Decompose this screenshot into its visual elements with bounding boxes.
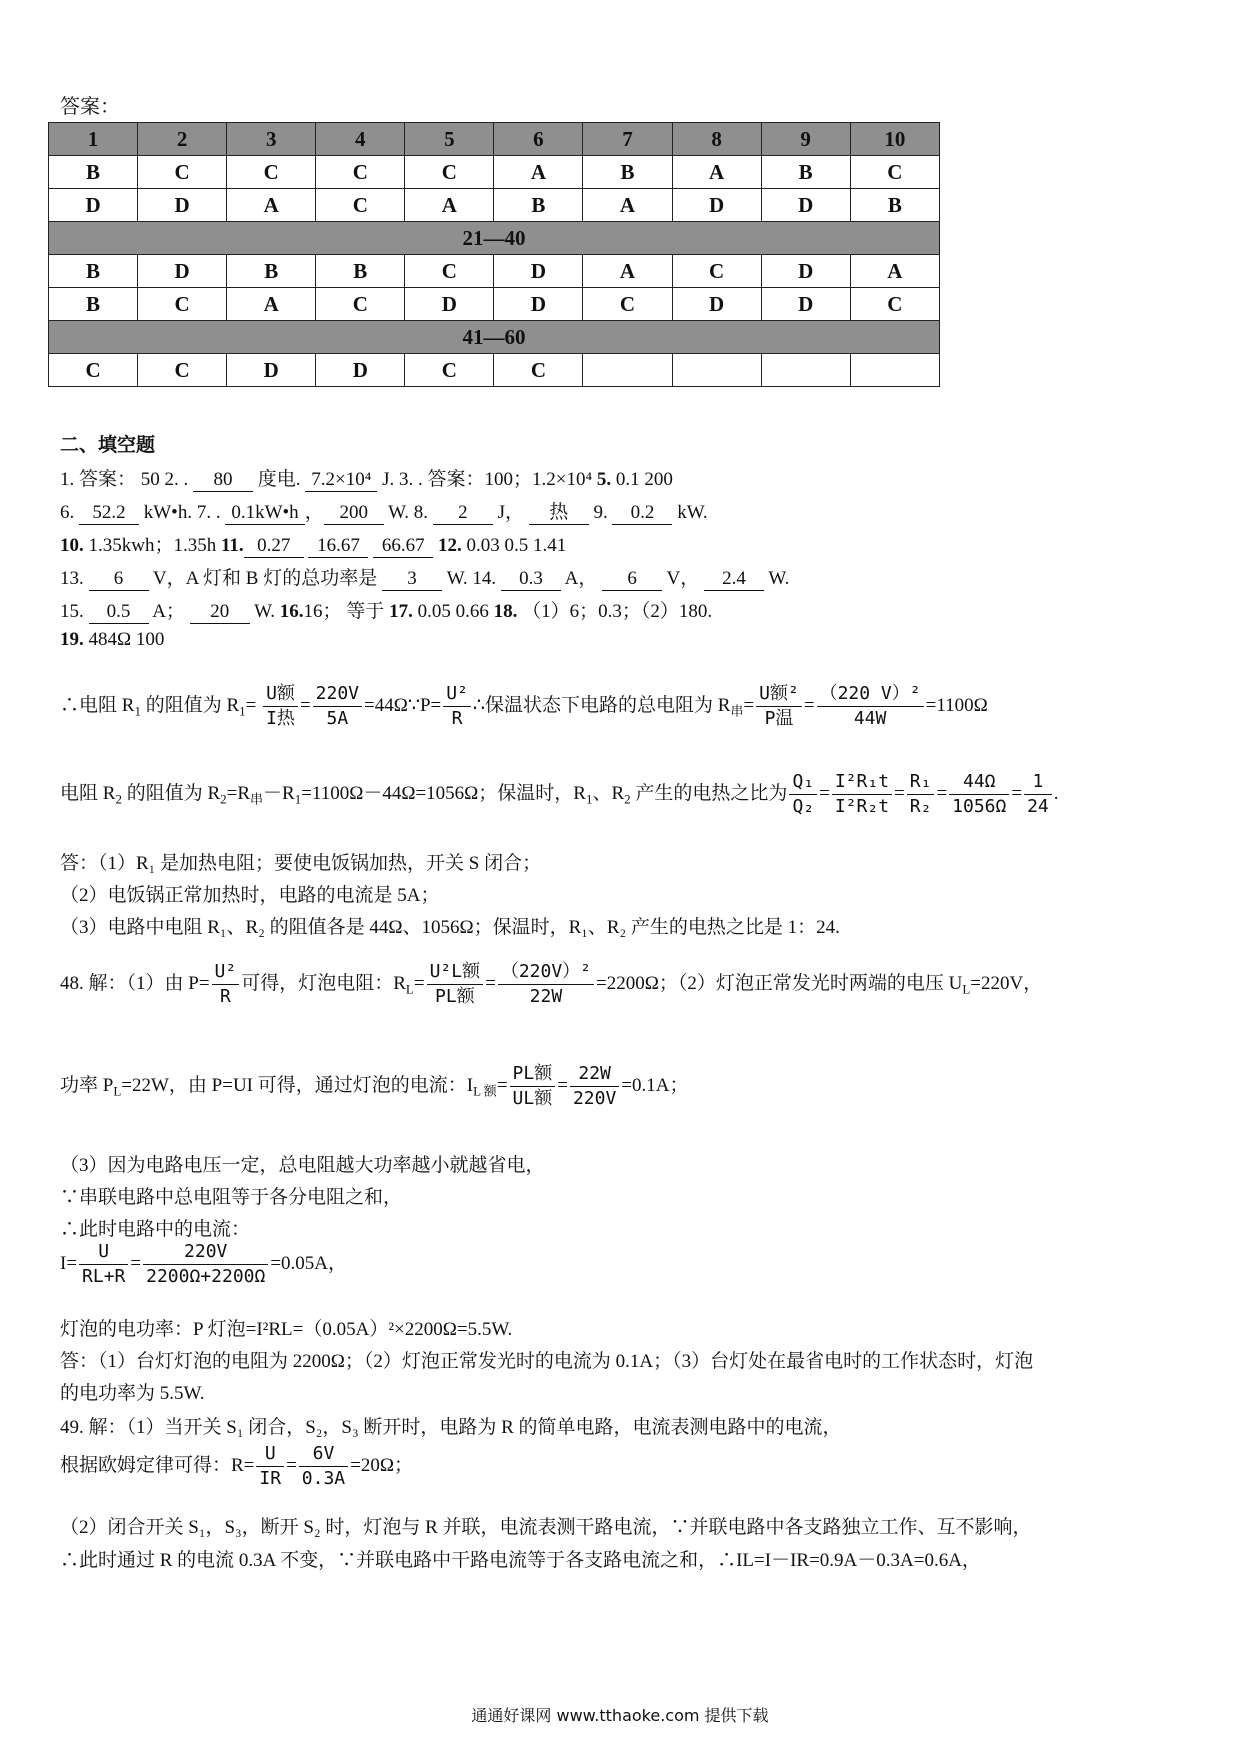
text: kW.: [672, 502, 708, 523]
text: 产生的电热之比为: [630, 782, 788, 804]
text: W. 8.: [383, 502, 433, 523]
answer-line: （2）电饭锅正常加热时，电路的电流是 5A；: [60, 885, 440, 906]
text: =: [557, 1074, 568, 1096]
subscript: 2: [624, 791, 631, 807]
answer-cell: [761, 354, 850, 387]
band-label: 41—60: [49, 321, 940, 354]
answer-blank: 热: [529, 502, 589, 525]
answer-blank: 7.2×10⁴: [305, 469, 377, 492]
header-cell: 4: [316, 123, 405, 156]
text: =: [130, 1252, 142, 1274]
text: 1. 答案： 50 2. .: [60, 469, 194, 490]
question-number: 19.: [60, 629, 84, 650]
fraction: [832, 770, 892, 819]
subscript: 1: [239, 703, 246, 719]
text: ∴电阻 R: [60, 694, 135, 716]
fraction: [427, 960, 484, 1009]
header-cell: 5: [405, 123, 494, 156]
numerator: U²: [443, 682, 471, 707]
q48-line-8: 答：（1）台灯灯泡的电阻为 2200Ω；（2）灯泡正常发光时的电流为 0.1A；（3）台灯处在最省电时的工作状态时，灯泡: [60, 1351, 1034, 1372]
answer-blank: 16.67: [308, 535, 368, 558]
denominator: 44W: [853, 708, 887, 729]
text: V，A 灯和 B 灯的总功率是: [148, 568, 382, 589]
numerator: R₁: [907, 770, 935, 795]
fraction: [299, 1442, 348, 1491]
answer-cell: C: [138, 354, 227, 387]
question-number: 11.: [220, 535, 244, 556]
answer-cell: B: [494, 189, 583, 222]
q49-line-2: [60, 1442, 413, 1491]
question-number: 17.: [389, 601, 413, 622]
text: =: [496, 1074, 508, 1096]
text: V，: [662, 568, 705, 589]
answer-cell: A: [850, 255, 939, 288]
text: ∴保温状态下电路的总电阻为 R: [472, 694, 731, 716]
answer-blank: 6: [602, 568, 662, 591]
fraction: [789, 770, 817, 819]
answer-cell: [672, 354, 761, 387]
header-cell: 1: [49, 123, 138, 156]
question-number: 5.: [596, 469, 612, 490]
denominator: R₂: [909, 796, 932, 817]
text: 48. 解：（1）由 P=: [60, 972, 210, 994]
answer-cell: B: [227, 255, 316, 288]
table-row: [49, 156, 940, 189]
band-label: 21—40: [49, 222, 940, 255]
subscript: 串: [730, 703, 744, 719]
answer-cell: B: [583, 156, 672, 189]
numerator: U额: [263, 682, 298, 707]
fraction: [256, 1442, 284, 1491]
answer-cell: C: [494, 354, 583, 387]
answer-cell: C: [405, 354, 494, 387]
text: =0.1A；: [621, 1074, 689, 1096]
subscript: L: [962, 981, 971, 997]
text: 0.1 200: [611, 469, 673, 490]
text: 电阻 R: [60, 782, 116, 804]
fraction: [263, 682, 298, 731]
numerator: U²: [212, 960, 240, 985]
numerator: 22W: [570, 1062, 619, 1087]
table-row: [49, 288, 940, 321]
numerator: 1: [1024, 770, 1052, 795]
text: W.: [764, 568, 790, 589]
text: A；: [148, 601, 190, 622]
denominator: I热: [266, 708, 295, 729]
subscript: 2: [115, 791, 122, 807]
text: =220V，: [970, 972, 1043, 994]
subscript: 2: [220, 791, 227, 807]
fraction: [443, 682, 471, 731]
fraction: [817, 682, 924, 731]
numerator: （220V）²: [498, 960, 594, 985]
answer-blank: 80: [193, 469, 253, 492]
answer-cell: B: [49, 156, 138, 189]
answer-cell: C: [850, 156, 939, 189]
question-number: 18.: [493, 601, 518, 622]
formula-line-2: [60, 770, 1059, 819]
text: 1.35kwh；1.35h: [83, 535, 221, 556]
denominator: 5A: [326, 708, 349, 729]
text: =: [245, 694, 257, 716]
text: 的阻值为 R: [121, 782, 221, 804]
answer-blank: 3: [382, 568, 442, 591]
denominator: 2200Ω+2200Ω: [146, 1266, 266, 1287]
denominator: RL+R: [82, 1266, 126, 1287]
answer-table: [48, 122, 940, 387]
text: =0.05A，: [270, 1252, 348, 1274]
numerator: PL额: [510, 1062, 556, 1087]
fraction: [313, 682, 362, 731]
text: =2200Ω；（2）灯泡正常发光时两端的电压 U: [596, 972, 963, 994]
answer-cell: C: [316, 189, 405, 222]
subscript: L 额: [473, 1083, 497, 1099]
text: 度电.: [253, 469, 306, 490]
answer-cell: D: [494, 255, 583, 288]
q48-line-2: [60, 1062, 688, 1111]
text: =: [743, 694, 755, 716]
fraction: [212, 960, 240, 1009]
subscript: L: [405, 981, 414, 997]
text: J，: [492, 502, 529, 523]
answer-cell: B: [316, 255, 405, 288]
answer-blank: 2.4: [704, 568, 764, 591]
answer-cell: A: [583, 189, 672, 222]
q48-line-9: 的电功率为 5.5W.: [60, 1383, 205, 1404]
denominator: R: [451, 708, 463, 729]
table-row: [49, 189, 940, 222]
text: J. 3. . 答案：100；1.2×10⁴: [377, 469, 597, 490]
answer-cell: D: [316, 354, 405, 387]
text: =: [936, 782, 948, 804]
text: 根据欧姆定律可得：R=: [60, 1454, 255, 1476]
fill-line-1: [60, 464, 673, 492]
answer-cell: D: [49, 189, 138, 222]
answer-cell: C: [405, 255, 494, 288]
answer-cell: C: [227, 156, 316, 189]
fill-line-3: [60, 530, 566, 558]
subscript: 1: [294, 791, 302, 807]
text: =: [894, 782, 905, 804]
numerator: U: [256, 1442, 284, 1467]
answer-blank: 0.1kW•h: [225, 502, 304, 525]
fraction: [907, 770, 935, 819]
answer-cell: B: [49, 288, 138, 321]
fill-line-4: [60, 563, 789, 591]
numerator: 6V: [299, 1442, 348, 1467]
q48-line-3: （3）因为电路电压一定，总电阻越大功率越小就越省电，: [60, 1155, 545, 1176]
header-cell: 7: [583, 123, 672, 156]
answer-cell: C: [138, 156, 227, 189]
fraction: [756, 682, 802, 731]
answers-label: 答案：: [60, 96, 120, 118]
text: －R: [263, 782, 295, 804]
text: 、R: [592, 782, 625, 804]
page-footer: 通通好课网 www.tthaoke.com 提供下载: [471, 1706, 769, 1725]
numerator: I²R₁t: [832, 770, 892, 795]
numerator: 220V: [313, 682, 362, 707]
answer-blank: 0.2: [612, 502, 672, 525]
text: =1100Ω: [925, 694, 988, 716]
question-number: 12.: [437, 535, 462, 556]
text: A，: [560, 568, 603, 589]
fraction: [79, 1240, 128, 1289]
answer-cell: D: [672, 288, 761, 321]
answer-cell: A: [227, 189, 316, 222]
answer-blank: 52.2: [79, 502, 139, 525]
numerator: U²L额: [427, 960, 484, 985]
answer-blank: 0.27: [244, 535, 304, 558]
header-cell: 2: [138, 123, 227, 156]
answer-cell: C: [672, 255, 761, 288]
text: =: [413, 972, 425, 994]
text: 6.: [60, 502, 79, 523]
numerator: （220 V）²: [817, 682, 924, 707]
text: 15.: [60, 601, 89, 622]
denominator: 1056Ω: [952, 796, 1007, 817]
text: 484Ω 100: [83, 629, 165, 650]
answer-cell: C: [316, 156, 405, 189]
band-row: [49, 222, 940, 255]
subscript: 1: [585, 791, 593, 807]
answer-cell: D: [405, 288, 494, 321]
answer-cell: D: [138, 255, 227, 288]
formula-line-1: [60, 682, 988, 731]
header-cell: 9: [761, 123, 850, 156]
denominator: 220V: [572, 1088, 617, 1109]
answer-cell: A: [672, 156, 761, 189]
band-row: [49, 321, 940, 354]
text: 功率 P: [60, 1074, 114, 1096]
fraction: [510, 1062, 556, 1111]
text: W. 14.: [441, 568, 501, 589]
question-number: 10.: [60, 535, 84, 556]
q48-line-1: [60, 960, 1042, 1009]
text: 的阻值为 R: [140, 694, 240, 716]
answer-cell: C: [316, 288, 405, 321]
answer-blank: 0.5: [89, 601, 149, 624]
answer-cell: C: [138, 288, 227, 321]
text: =1100Ω－44Ω=1056Ω；保温时，R: [301, 782, 586, 804]
denominator: Q₂: [792, 796, 815, 817]
answer-blank: 200: [324, 502, 384, 525]
answer-cell: B: [49, 255, 138, 288]
numerator: Q₁: [789, 770, 817, 795]
text: 13.: [60, 568, 89, 589]
answer-blank: 2: [433, 502, 493, 525]
fraction: [143, 1240, 268, 1289]
header-cell: 10: [850, 123, 939, 156]
text: =22W，由 P=UI 可得，通过灯泡的电流：I: [121, 1074, 474, 1096]
answer-cell: C: [49, 354, 138, 387]
text: =R: [226, 782, 251, 804]
header-cell: 3: [227, 123, 316, 156]
text: W.: [249, 601, 280, 622]
answer-cell: D: [138, 189, 227, 222]
text: 可得，灯泡电阻：R: [241, 972, 406, 994]
denominator: 22W: [529, 986, 563, 1007]
text: .: [1053, 782, 1059, 804]
text: =: [485, 972, 496, 994]
denominator: 24: [1027, 796, 1049, 817]
answer-cell: B: [850, 189, 939, 222]
answer-blank: 66.67: [373, 535, 433, 558]
answer-cell: C: [405, 156, 494, 189]
denominator: P温: [764, 708, 794, 729]
answer-cell: D: [494, 288, 583, 321]
text: 16； 等于: [303, 601, 390, 622]
q49-line-3: （2）闭合开关 S₁，S₃，断开 S₂ 时，灯泡与 R 并联，电流表测干路电流，∵并联电路中各支路独立工作、互不影响，: [60, 1517, 1032, 1538]
q48-line-5: ∴此时电路中的电流：: [60, 1219, 251, 1240]
fraction: [949, 770, 1009, 819]
numerator: 220V: [143, 1240, 268, 1265]
q48-line-7: 灯泡的电功率：P 灯泡=I²RL=（0.05A）²×2200Ω=5.5W.: [60, 1319, 513, 1340]
answer-cell: A: [494, 156, 583, 189]
q48-line-4: ∵串联电路中总电阻等于各分电阻之和，: [60, 1187, 403, 1208]
fill-line-2: [60, 497, 708, 525]
text: （1）6；0.3；（2）180.: [517, 601, 713, 622]
denominator: IR: [259, 1468, 282, 1489]
fraction: [570, 1062, 619, 1111]
text: =: [803, 694, 815, 716]
fraction: [498, 960, 594, 1009]
text: =: [299, 694, 311, 716]
denominator: I²R₂t: [834, 796, 890, 817]
answer-cell: D: [227, 354, 316, 387]
answer-blank: 0.3: [501, 568, 561, 591]
table-row: [49, 255, 940, 288]
answer-cell: D: [761, 288, 850, 321]
answer-cell: A: [227, 288, 316, 321]
text: =: [819, 782, 830, 804]
answer-cell: C: [850, 288, 939, 321]
answer-cell: C: [583, 288, 672, 321]
header-cell: 8: [672, 123, 761, 156]
subscript: L: [113, 1083, 122, 1099]
text: 0.03 0.5 1.41: [461, 535, 567, 556]
answer-line: （3）电路中电阻 R₁、R₂ 的阻值各是 44Ω、1056Ω；保温时，R₁、R₂ 产生的电热之比是 1：24.: [60, 917, 840, 938]
numerator: U额²: [756, 682, 802, 707]
text: I=: [60, 1252, 78, 1274]
denominator: PL额: [435, 986, 475, 1007]
section-title: 二、填空题: [60, 434, 156, 456]
question-number: 16.: [279, 601, 304, 622]
fill-line-6: [60, 629, 164, 651]
text: 9.: [588, 502, 613, 523]
answer-cell: A: [405, 189, 494, 222]
subscript: 1: [134, 703, 141, 719]
denominator: R: [219, 986, 231, 1007]
denominator: UL额: [512, 1088, 553, 1109]
text: kW•h. 7. .: [139, 502, 226, 523]
text: =20Ω；: [350, 1454, 413, 1476]
answer-blank: 6: [89, 568, 149, 591]
numerator: 44Ω: [949, 770, 1009, 795]
numerator: U: [79, 1240, 128, 1265]
table-row: [49, 354, 940, 387]
answer-cell: D: [761, 189, 850, 222]
q48-line-6: [60, 1240, 347, 1289]
fraction: [1024, 770, 1052, 819]
header-cell: 6: [494, 123, 583, 156]
text: ，: [304, 502, 324, 523]
denominator: 0.3A: [301, 1468, 346, 1489]
text: =44Ω∵P=: [364, 694, 442, 716]
subscript: 串: [250, 791, 264, 807]
answer-line: 答：（1）R₁ 是加热电阻；要使电饭锅加热，开关 S 闭合；: [60, 853, 542, 874]
answer-cell: B: [761, 156, 850, 189]
text: =: [286, 1454, 297, 1476]
fill-line-5: [60, 596, 712, 624]
table-header-row: [49, 123, 940, 156]
text: =: [1011, 782, 1023, 804]
q49-line-1: 49. 解：（1）当开关 S₁ 闭合，S₂，S₃ 断开时，电路为 R 的简单电路，电流表测电路中的电流，: [60, 1417, 842, 1438]
text: 0.05 0.66: [412, 601, 494, 622]
answer-blank: 20: [190, 601, 250, 624]
answer-cell: [850, 354, 939, 387]
answer-cell: [583, 354, 672, 387]
answer-cell: D: [672, 189, 761, 222]
answer-cell: D: [761, 255, 850, 288]
q49-line-4: ∴此时通过 R 的电流 0.3A 不变，∵并联电路中干路电流等于各支路电流之和，∴IL=I－IR=0.9A－0.3A=0.6A，: [60, 1550, 981, 1571]
answer-cell: A: [583, 255, 672, 288]
